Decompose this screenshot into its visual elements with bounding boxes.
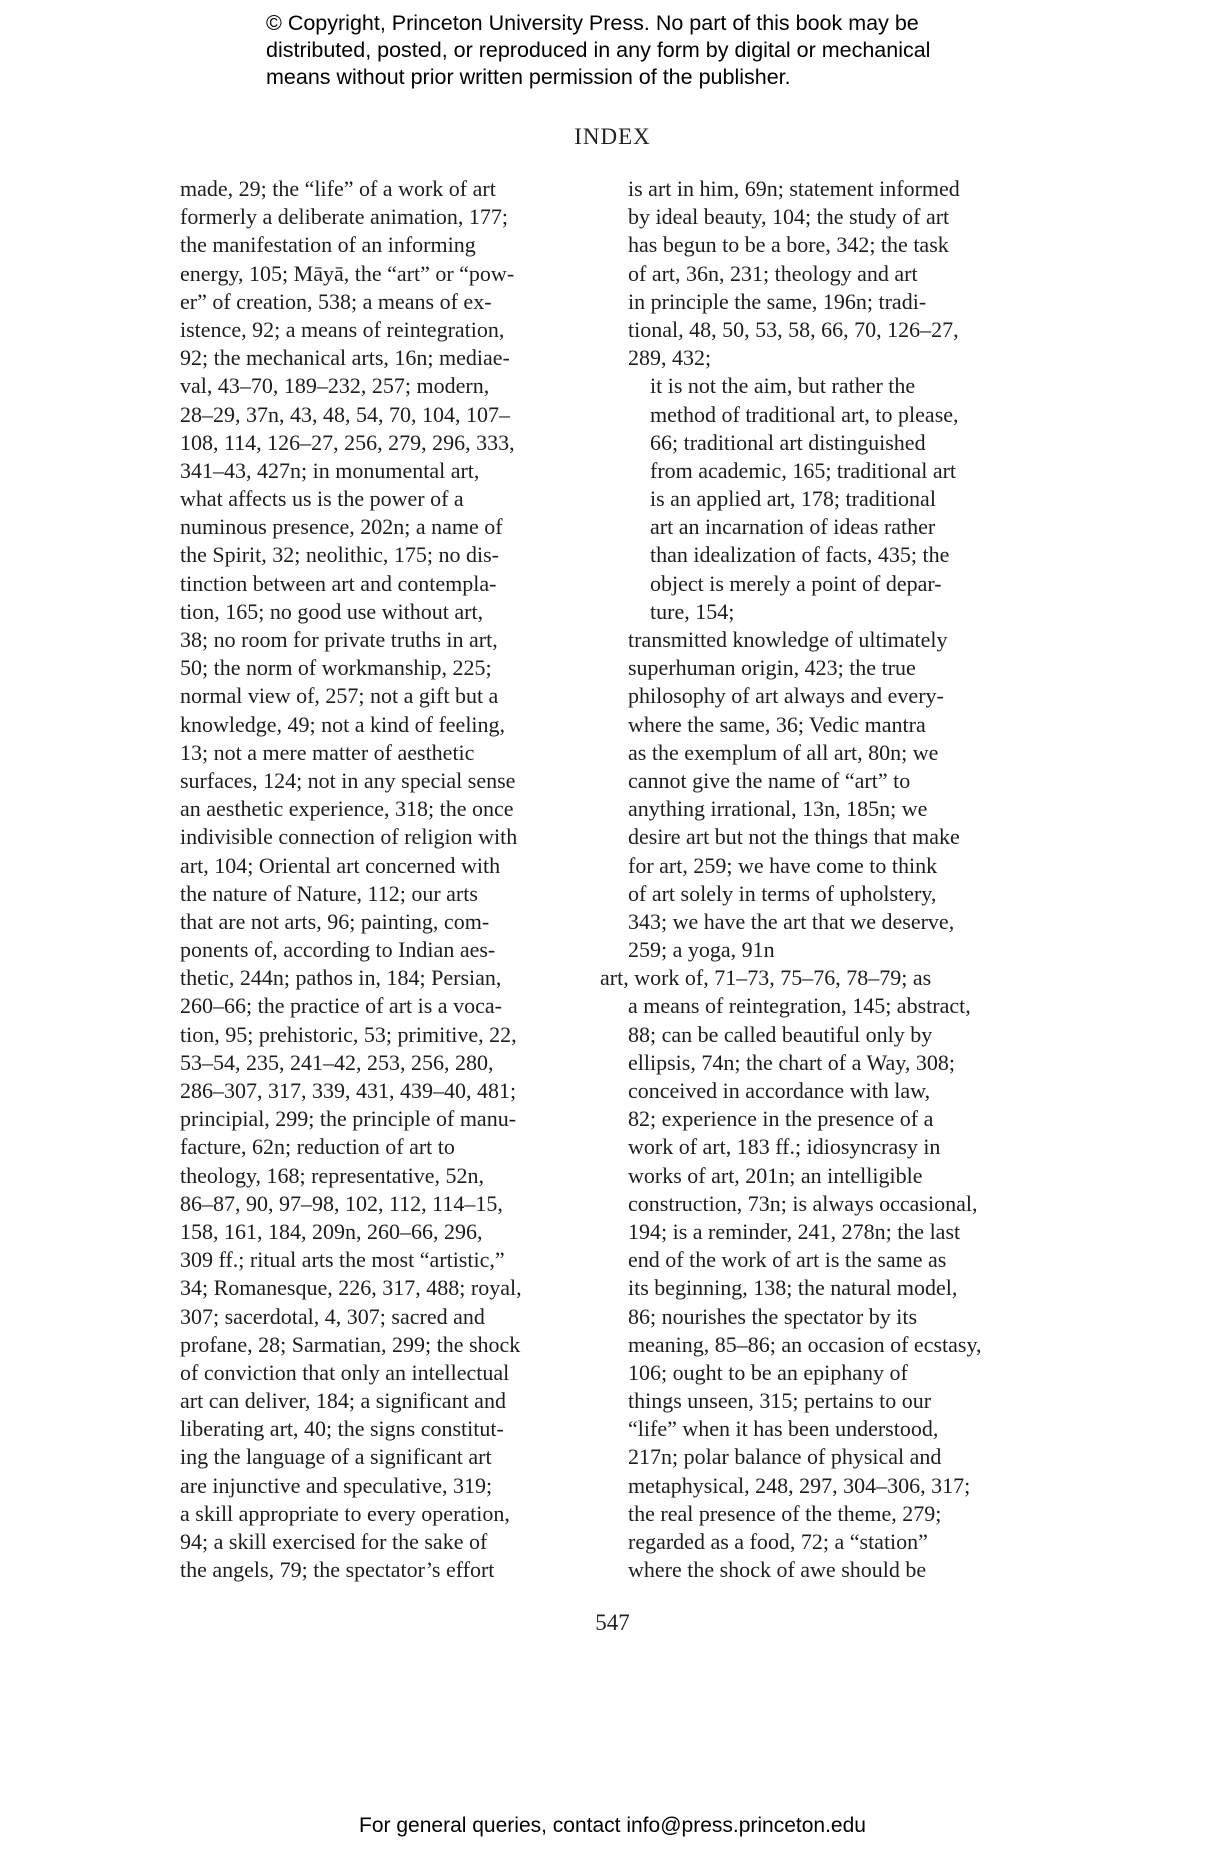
index-line: than idealization of facts, 435; the [650, 542, 950, 568]
index-line: an aesthetic experience, 318; the once [180, 796, 514, 822]
index-line: anything irrational, 13n, 185n; we [628, 796, 928, 822]
index-line: regarded as a food, 72; a “station” [628, 1529, 928, 1554]
index-line: what affects us is the power of a [180, 486, 464, 512]
index-line: 38; no room for private truths in art, [180, 627, 498, 652]
index-line: 92; the mechanical arts, 16n; mediae- [180, 345, 510, 371]
index-line: method of traditional art, to please, [650, 401, 959, 427]
index-line: 286–307, 317, 339, 431, 439–40, 481; [180, 1078, 517, 1103]
copyright-notice [266, 10, 1006, 91]
index-line: 309 ff.; ritual arts the most “artistic,” [180, 1247, 505, 1273]
index-line: numinous presence, 202n; a name of [180, 514, 503, 540]
index-line: thetic, 244n; pathos in, 184; Persian, [180, 965, 502, 991]
index-line: normal view of, 257; not a gift but a [180, 683, 499, 709]
index-line: the manifestation of an informing [180, 232, 476, 258]
index-line: metaphysical, 248, 297, 304–306, 317; [628, 1472, 971, 1498]
index-line: made, 29; the “life” of a work of art [180, 176, 496, 201]
index-line: knowledge, 49; not a kind of feeling, [180, 711, 506, 737]
index-line: of art solely in terms of upholstery, [628, 880, 937, 906]
index-line: 13; not a mere matter of aesthetic [180, 739, 475, 765]
index-line: conceived in accordance with law, [628, 1078, 931, 1103]
index-line: that are not arts, 96; painting, com- [180, 908, 490, 934]
index-line: object is merely a point of depar- [650, 570, 942, 596]
index-line: 217n; polar balance of physical and [628, 1444, 942, 1470]
index-line: ture, 154; [650, 598, 735, 624]
index-line: superhuman origin, 423; the true [628, 655, 916, 681]
index-line: theology, 168; representative, 52n, [180, 1162, 485, 1188]
index-line: art, 104; Oriental art concerned with [180, 852, 501, 878]
index-line: in principle the same, 196n; tradi- [628, 288, 927, 314]
index-line: end of the work of art is the same as [628, 1247, 947, 1273]
index-line: ellipsis, 74n; the chart of a Way, 308; [628, 1049, 955, 1075]
index-line: where the shock of awe should be [628, 1557, 927, 1583]
index-line: istence, 92; a means of reintegration, [180, 316, 505, 342]
copyright-line: © Copyright, Princeton University Press. No part of this book may be [266, 11, 919, 35]
index-line: 260–66; the practice of art is a voca- [180, 993, 502, 1019]
index-line: 66; traditional art distinguished [650, 429, 926, 455]
index-line: the angels, 79; the spectator’s effort [180, 1557, 495, 1583]
right-column [600, 175, 1025, 1584]
index-line: 194; is a reminder, 241, 278n; the last [628, 1218, 961, 1244]
page-number: 547 [595, 1610, 630, 1635]
index-line: 343; we have the art that we deserve, [628, 908, 955, 934]
index-line: 108, 114, 126–27, 256, 279, 296, 333, [180, 429, 515, 455]
index-line: tional, 48, 50, 53, 58, 66, 70, 126–27, [628, 316, 959, 342]
index-line: tion, 165; no good use without art, [180, 598, 484, 624]
index-line: by ideal beauty, 104; the study of art [628, 204, 950, 230]
index-line: a means of reintegration, 145; abstract, [628, 993, 971, 1019]
copyright-line: distributed, posted, or reproduced in any form by digital or mechanical [266, 38, 931, 62]
index-line: tion, 95; prehistoric, 53; primitive, 22, [180, 1021, 517, 1047]
index-line: from academic, 165; traditional art [650, 457, 957, 483]
index-line: work of art, 183 ff.; idiosyncrasy in [628, 1134, 941, 1160]
footer-contact: For general queries, contact info@press.princeton.edu [359, 1814, 866, 1837]
index-line: the real presence of the theme, 279; [628, 1500, 942, 1526]
index-line: 34; Romanesque, 226, 317, 488; royal, [180, 1275, 522, 1301]
index-line: has begun to be a bore, 342; the task [628, 232, 949, 258]
index-line: where the same, 36; Vedic mantra [628, 711, 926, 737]
index-line: er” of creation, 538; a means of ex- [180, 288, 492, 314]
index-line: its beginning, 138; the natural model, [628, 1275, 958, 1301]
index-line: 53–54, 235, 241–42, 253, 256, 280, [180, 1049, 494, 1075]
index-line: tinction between art and contempla- [180, 570, 497, 596]
index-line: is art in him, 69n; statement informed [628, 176, 960, 201]
index-line: 50; the norm of workmanship, 225; [180, 655, 492, 681]
index-line: of art, 36n, 231; theology and art [628, 260, 918, 286]
index-line: ing the language of a significant art [180, 1444, 492, 1470]
index-line: transmitted knowledge of ultimately [628, 627, 948, 652]
index-line: philosophy of art always and every- [628, 683, 944, 709]
index-line: 28–29, 37n, 43, 48, 54, 70, 104, 107– [180, 401, 510, 427]
index-line: of conviction that only an intellectual [180, 1359, 510, 1385]
index-line: 82; experience in the presence of a [628, 1106, 934, 1132]
index-line: principial, 299; the principle of manu- [180, 1106, 517, 1132]
index-line: art can deliver, 184; a significant and [180, 1388, 506, 1414]
index-line: “life” when it has been understood, [628, 1416, 939, 1442]
index-line: profane, 28; Sarmatian, 299; the shock [180, 1331, 521, 1357]
index-line: art, work of, 71–73, 75–76, 78–79; as [600, 965, 932, 991]
index-line: 307; sacerdotal, 4, 307; sacred and [180, 1303, 485, 1329]
index-line: surfaces, 124; not in any special sense [180, 767, 516, 793]
index-line: 259; a yoga, 91n [628, 937, 775, 963]
index-line: is an applied art, 178; traditional [650, 486, 936, 512]
index-line: things unseen, 315; pertains to our [628, 1388, 932, 1414]
index-line: 86; nourishes the spectator by its [628, 1303, 918, 1329]
index-line: energy, 105; Māyā, the “art” or “pow- [180, 260, 515, 286]
index-line: it is not the aim, but rather the [650, 373, 916, 399]
index-line: as the exemplum of all art, 80n; we [628, 739, 939, 765]
index-line: formerly a deliberate animation, 177; [180, 204, 509, 230]
index-line: a skill appropriate to every operation, [180, 1500, 510, 1526]
index-line: 341–43, 427n; in monumental art, [180, 457, 480, 483]
copyright-line: means without prior written permission of the publisher. [266, 65, 791, 89]
index-line: desire art but not the things that make [628, 824, 960, 850]
index-line: cannot give the name of “art” to [628, 767, 911, 793]
index-line: 94; a skill exercised for the sake of [180, 1529, 488, 1554]
index-line: 88; can be called beautiful only by [628, 1021, 933, 1047]
index-line: meaning, 85–86; an occasion of ecstasy, [628, 1331, 982, 1357]
index-line: indivisible connection of religion with [180, 824, 518, 850]
index-line: val, 43–70, 189–232, 257; modern, [180, 373, 490, 399]
index-line: for art, 259; we have come to think [628, 852, 938, 878]
index-line: 158, 161, 184, 209n, 260–66, 296, [180, 1218, 483, 1244]
left-column [180, 175, 575, 1584]
page-heading: INDEX [574, 124, 651, 149]
index-line: 289, 432; [628, 345, 712, 371]
index-line: facture, 62n; reduction of art to [180, 1134, 455, 1160]
index-line: construction, 73n; is always occasional, [628, 1190, 978, 1216]
index-line: the Spirit, 32; neolithic, 175; no dis- [180, 542, 499, 568]
index-line: liberating art, 40; the signs constitut- [180, 1416, 504, 1442]
index-line: art an incarnation of ideas rather [650, 514, 936, 540]
index-line: works of art, 201n; an intelligible [628, 1162, 923, 1188]
index-line: the nature of Nature, 112; our arts [180, 880, 478, 906]
index-line: ponents of, according to Indian aes- [180, 937, 496, 963]
index-line: are injunctive and speculative, 319; [180, 1472, 493, 1498]
index-line: 106; ought to be an epiphany of [628, 1359, 908, 1385]
index-line: 86–87, 90, 97–98, 102, 112, 114–15, [180, 1190, 503, 1216]
